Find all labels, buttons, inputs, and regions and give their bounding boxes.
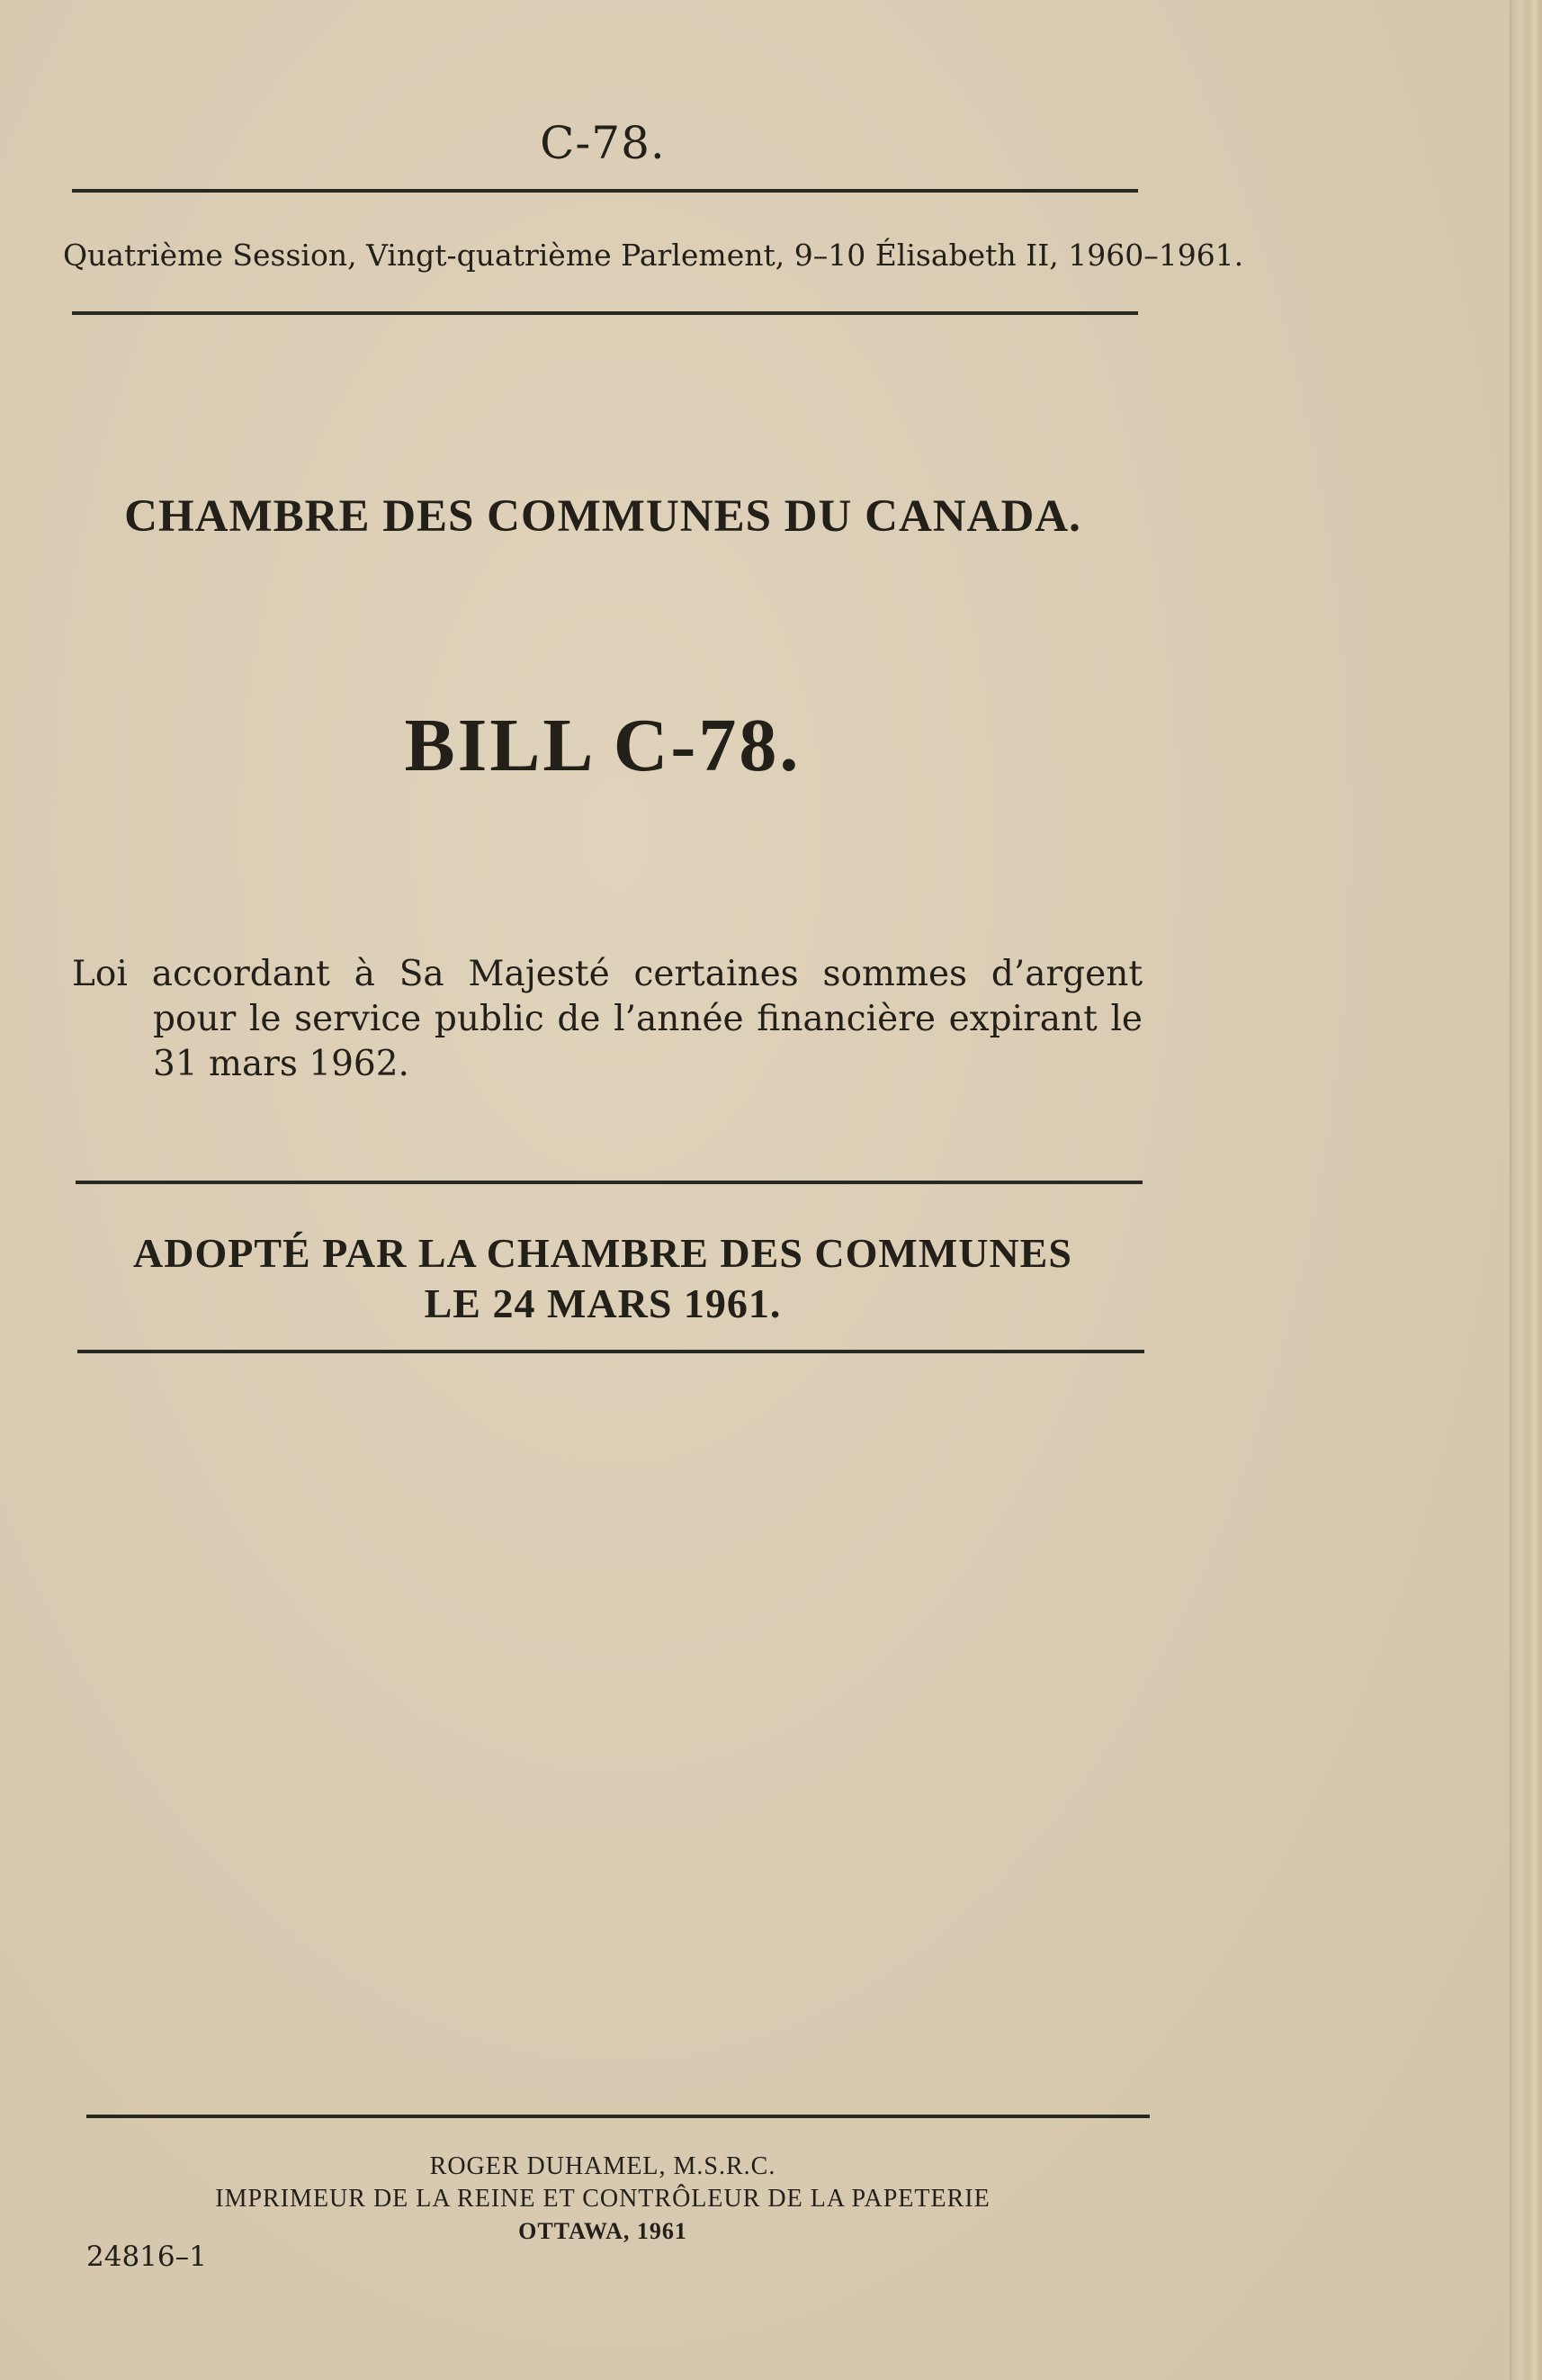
bill-number-header: C-78. [540,117,666,169]
top-rule [72,189,1138,193]
page-edge [1510,0,1542,2380]
adoption-rule [77,1350,1144,1353]
chamber-heading: CHAMBRE DES COMMUNES DU CANADA. [124,491,1081,542]
bill-description: Loi accordant à Sa Majesté certaines sommes d’argent pour le service public de l’année financière expirant le 31 mars 1962. [72,954,1143,1084]
session-line: Quatrième Session, Vingt-quatrième Parlement, 9–10 Élisabeth II, 1960–1961. [63,238,1244,273]
session-rule [72,311,1138,315]
adoption-line-1: ADOPTÉ PAR LA CHAMBRE DES COMMUNES [133,1230,1072,1276]
description-rule [76,1181,1143,1184]
printer-city: OTTAWA, 1961 [518,2218,687,2244]
adoption-line-2: LE 24 MARS 1961. [424,1280,782,1326]
document-number: 24816–1 [86,2241,207,2273]
printer-title: IMPRIMEUR DE LA REINE ET CONTRÔLEUR DE LA PAPETERIE [215,2185,991,2213]
bill-title: BILL C-78. [404,704,802,787]
printer-name: ROGER DUHAMEL, M.S.R.C. [429,2152,776,2180]
printer-imprint [63,2151,1143,2248]
adoption-notice [63,1228,1143,1329]
printer-rule [86,2115,1150,2118]
